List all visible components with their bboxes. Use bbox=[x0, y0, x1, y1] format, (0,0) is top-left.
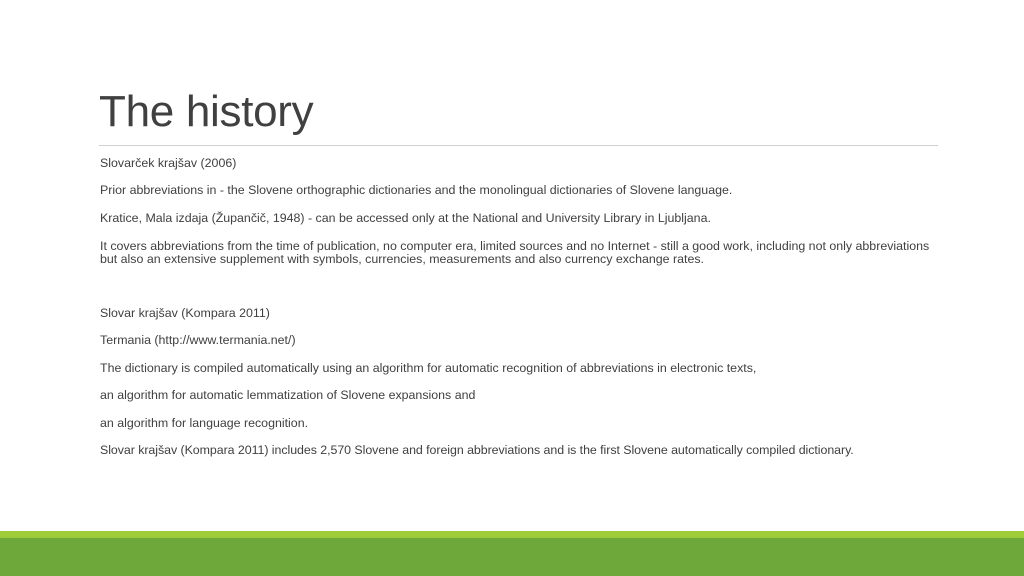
paragraph-includes-abbreviations: Slovar krajšav (Kompara 2011) includes 2,570 Slovene and foreign abbreviations and is the first Slovene automatically compiled dictionary. bbox=[100, 443, 854, 457]
paragraph-slovar-krajsav: Slovar krajšav (Kompara 2011) bbox=[100, 306, 270, 320]
paragraph-compiled-automatically: The dictionary is compiled automatically using an algorithm for automatic recognition of abbreviations in electronic texts, bbox=[100, 361, 757, 375]
footer-bar bbox=[0, 538, 1024, 576]
footer-accent-stripe bbox=[0, 531, 1024, 538]
paragraph-termania: Termania (http://www.termania.net/) bbox=[100, 333, 296, 347]
paragraph-language-recognition: an algorithm for language recognition. bbox=[100, 416, 309, 430]
paragraph-slovarcek-krajsav: Slovarček krajšav (2006) bbox=[100, 156, 237, 170]
title-divider bbox=[99, 145, 938, 146]
paragraph-kratice: Kratice, Mala izdaja (Župančič, 1948) - can be accessed only at the National and University Library in Ljubljana. bbox=[100, 211, 711, 225]
paragraph-prior-abbreviations: Prior abbreviations in - the Slovene orthographic dictionaries and the monolingual dictionaries of Slovene language. bbox=[100, 183, 733, 197]
paragraph-lemmatization: an algorithm for automatic lemmatization of Slovene expansions and bbox=[100, 388, 476, 402]
paragraph-coverage: It covers abbreviations from the time of publication, no computer era, limited sources and no Internet - still a good work, including not only abbreviations but also an extensive supplement with symbols, currencies, measurements and also currency exchange rates. bbox=[100, 239, 930, 266]
slide-title: The history bbox=[99, 87, 314, 136]
